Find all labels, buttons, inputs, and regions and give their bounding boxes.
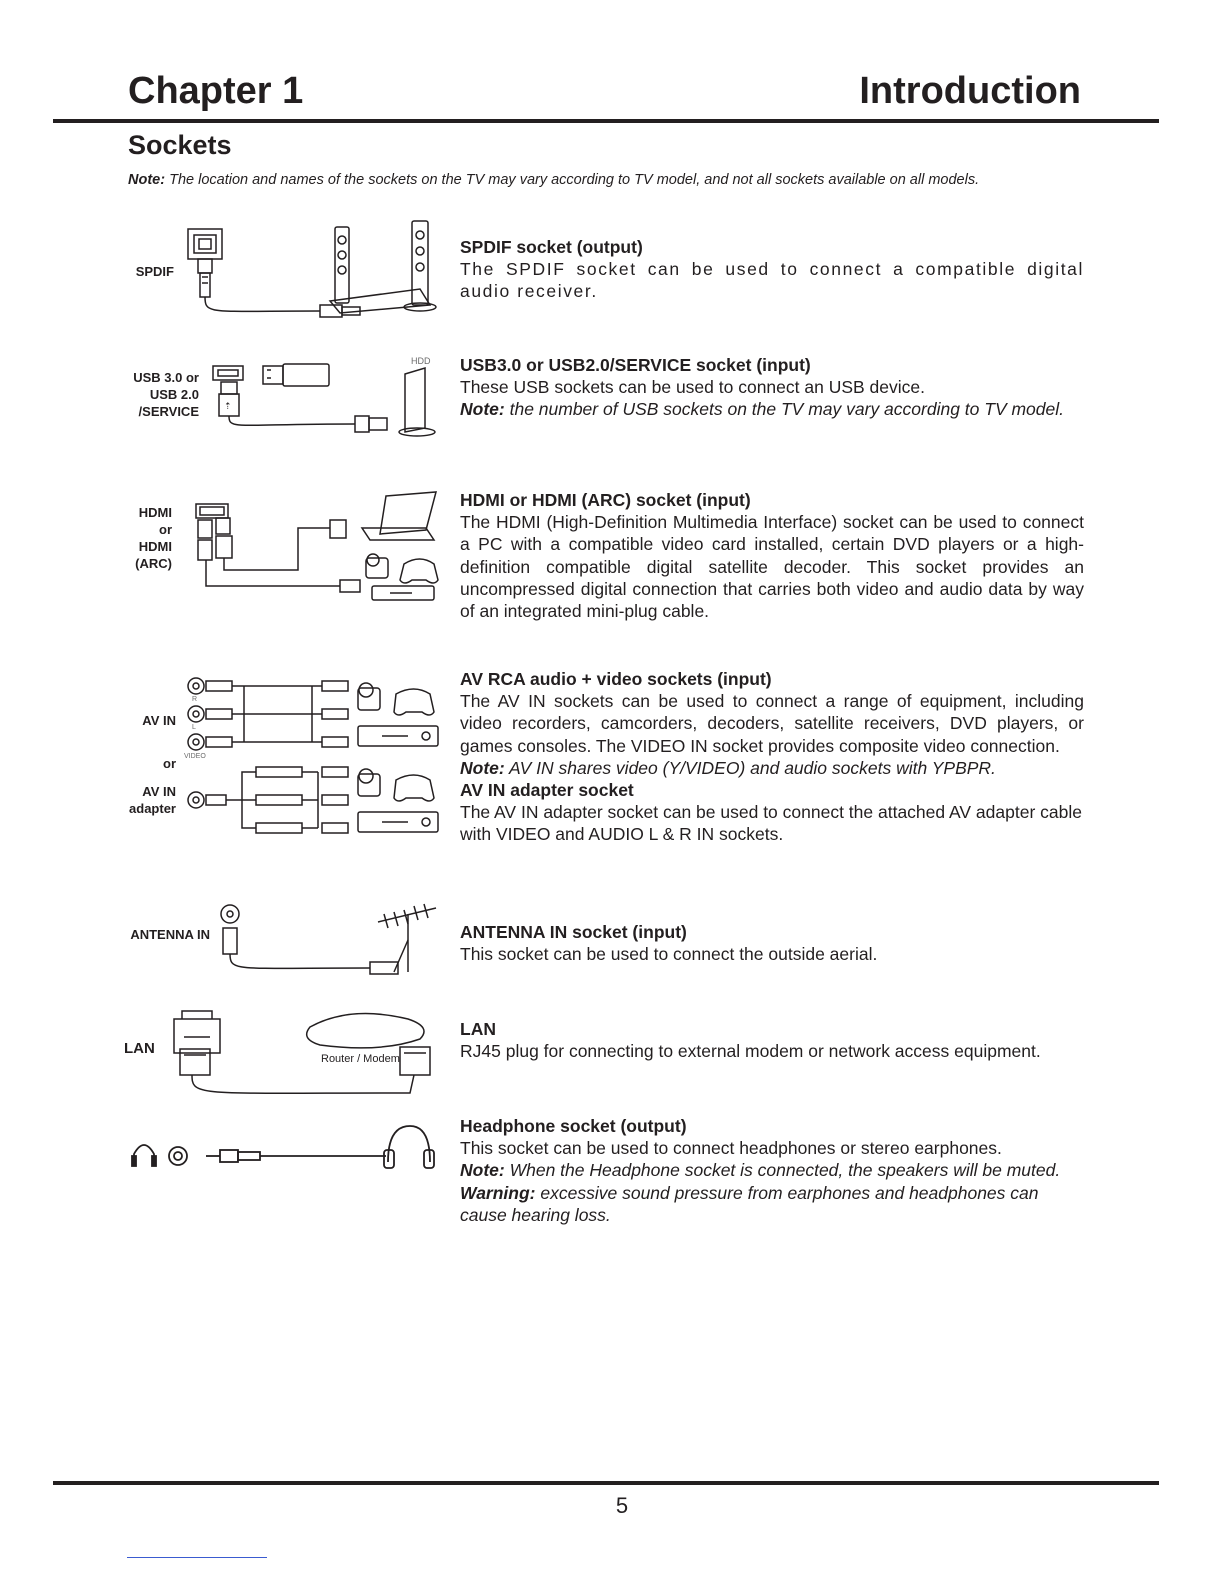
usb-description <box>460 354 1084 421</box>
headphone-diagram <box>128 1120 438 1180</box>
av-diagram <box>182 670 448 840</box>
hdmi-plugs-icon <box>198 518 232 560</box>
spdif-text: The SPDIF socket can be used to connect a compatible digital audio receiver. <box>460 259 1084 302</box>
hdd-label: HDD <box>411 356 431 366</box>
av-adapter-text: The AV IN adapter socket can be used to connect the attached AV adapter cable with VIDEO and AUDIO L & R IN sockets. <box>460 802 1082 845</box>
av-description <box>460 668 1084 846</box>
footer-rule <box>53 1481 1159 1485</box>
headphone-warning-label: Warning: <box>460 1182 536 1203</box>
headphone-heading: Headphone socket (output) <box>460 1116 687 1136</box>
antenna-socket-icon <box>221 905 239 923</box>
camcorder-icon <box>358 683 380 710</box>
av-adapter-splitter-icon <box>256 767 302 833</box>
headphone-warning-text: excessive sound pressure from earphones and headphones can cause hearing loss. <box>460 1182 1039 1225</box>
rj45-plug-right-icon <box>400 1047 430 1075</box>
jack-r-label: R <box>192 696 198 703</box>
hdmi-label-line2: or <box>159 522 172 537</box>
usb-plug-icon <box>219 382 239 416</box>
camcorder-icon <box>366 554 388 578</box>
lan-heading: LAN <box>460 1019 496 1039</box>
rca-plugs-adapter-right-icon <box>322 767 348 833</box>
usb-label-line2: USB 2.0 <box>149 387 199 402</box>
av-adapter-label-line1: AV IN <box>142 784 176 799</box>
av-note-label: Note: <box>460 757 505 778</box>
hdmi-label-line4: (ARC) <box>135 556 172 571</box>
headphone-note-text: When the Headphone socket is connected, the speakers will be muted. <box>509 1160 1061 1181</box>
jack-l-label: L <box>192 724 196 731</box>
hdmi-label-line3: HDMI <box>138 539 172 554</box>
lan-description <box>460 1018 1084 1062</box>
decoder-box-icon <box>358 812 438 832</box>
av-in-label: AV IN <box>142 713 176 728</box>
rca-plugs-right-icon <box>322 681 348 747</box>
lan-socket-icon <box>174 1011 220 1053</box>
lan-label: LAN <box>124 1040 155 1057</box>
antenna-diagram <box>212 900 448 980</box>
section-note-text: The location and names of the sockets on the TV may vary according to TV model, and not all sockets available on all models. <box>169 172 980 188</box>
svg-text:⇡: ⇡ <box>224 401 232 411</box>
coax-plug-right-icon <box>370 962 398 974</box>
usb-note-text: the number of USB sockets on the TV may vary according to TV model. <box>509 399 1065 420</box>
jack-video-label: VIDEO <box>184 753 206 760</box>
av-or-label: or <box>163 756 176 771</box>
router-label: Router / Modem <box>321 1053 400 1065</box>
rca-plugs-left-icon <box>206 681 232 747</box>
hdmi-text: The HDMI (High-Definition Multimedia Interface) socket can be used to connect a PC with a compatible video card installed, certain DVD players or a high-definition compatible digital satellite decoder. This socket provides an uncompressed digital connection that carries both video and audio data by way of an integrated mini-plug cable. <box>460 512 1084 622</box>
hdd-icon <box>399 368 435 436</box>
av-adapter-jack-icon <box>188 792 226 808</box>
headphone-symbol-icon <box>132 1145 156 1166</box>
chapter-number: Chapter 1 <box>128 70 304 112</box>
usb-heading: USB3.0 or USB2.0/SERVICE socket (input) <box>460 355 811 375</box>
antenna-description <box>460 921 1084 965</box>
av-adapter-label <box>110 783 176 817</box>
usb-label-line3: /SERVICE <box>138 404 199 419</box>
headphones-icon <box>384 1126 434 1168</box>
hdmi-description <box>460 489 1084 622</box>
headphone-plug-icon <box>206 1150 260 1162</box>
hdmi-diagram <box>190 488 448 606</box>
av-heading: AV RCA audio + video sockets (input) <box>460 669 772 689</box>
antenna-text: This socket can be used to connect the outside aerial. <box>460 944 878 965</box>
spdif-description <box>460 236 1084 303</box>
headphone-jack-icon <box>169 1147 187 1165</box>
usb-flash-drive-icon <box>263 364 329 386</box>
hdmi-plug-right-icon <box>340 580 360 592</box>
usb-label-line1: USB 3.0 or <box>133 370 199 385</box>
usb-note-label: Note: <box>460 399 505 420</box>
headphone-note-label: Note: <box>460 1160 505 1181</box>
spdif-heading: SPDIF socket (output) <box>460 237 643 257</box>
footer-link-line <box>127 1557 267 1558</box>
hdmi-label-line1: HDMI <box>138 505 172 520</box>
av-note-text: AV IN shares video (Y/VIDEO) and audio sockets with YPBPR. <box>508 757 996 778</box>
spdif-label: SPDIF <box>135 264 174 279</box>
game-controller-icon <box>400 559 438 583</box>
chapter-title: Introduction <box>859 70 1081 112</box>
section-note <box>128 172 979 188</box>
usb-plug-right-icon <box>355 416 387 432</box>
camcorder-icon <box>358 769 380 796</box>
optical-plug-icon <box>198 259 212 297</box>
spdif-diagram <box>180 215 450 325</box>
decoder-box-icon <box>372 586 434 600</box>
optical-plug-right-icon <box>320 305 360 317</box>
decoder-box-icon <box>358 726 438 746</box>
headphone-description <box>460 1115 1084 1226</box>
game-controller-icon <box>394 775 434 801</box>
hdmi-label <box>118 504 172 572</box>
spdif-socket-icon <box>188 229 222 259</box>
hdmi-heading: HDMI or HDMI (ARC) socket (input) <box>460 490 751 510</box>
usb-diagram <box>205 352 455 438</box>
page-number: 5 <box>615 1493 629 1518</box>
av-adapter-label-line2: adapter <box>129 801 176 816</box>
usb-label <box>110 369 199 420</box>
usb-text: These USB sockets can be used to connect an USB device. <box>460 377 925 398</box>
usb-socket-icon <box>213 366 243 380</box>
rca-jacks-icon <box>184 678 206 760</box>
lan-text: RJ45 plug for connecting to external modem or network access equipment. <box>460 1041 1041 1062</box>
av-adapter-heading: AV IN adapter socket <box>460 780 634 801</box>
av-text: The AV IN sockets can be used to connect a range of equipment, including video recorders, camcorders, decoders, satellite receivers, DVD players, or games consoles. The VIDEO IN socket provides composite video connection. <box>460 691 1084 756</box>
header-rule <box>53 119 1159 123</box>
section-note-label: Note: <box>128 172 166 188</box>
coax-plug-icon <box>223 928 237 954</box>
lan-diagram <box>170 1005 438 1101</box>
router-icon <box>307 1014 424 1048</box>
dvi-plug-icon <box>330 520 346 538</box>
hdmi-socket-icon <box>196 504 228 518</box>
laptop-icon <box>362 492 436 540</box>
speakers-icon <box>330 221 436 313</box>
antenna-label: ANTENNA IN <box>130 927 210 942</box>
antenna-heading: ANTENNA IN socket (input) <box>460 922 687 942</box>
game-controller-icon <box>394 689 434 715</box>
headphone-text: This socket can be used to connect headphones or stereo earphones. <box>460 1138 1002 1159</box>
section-title: Sockets <box>128 130 232 160</box>
